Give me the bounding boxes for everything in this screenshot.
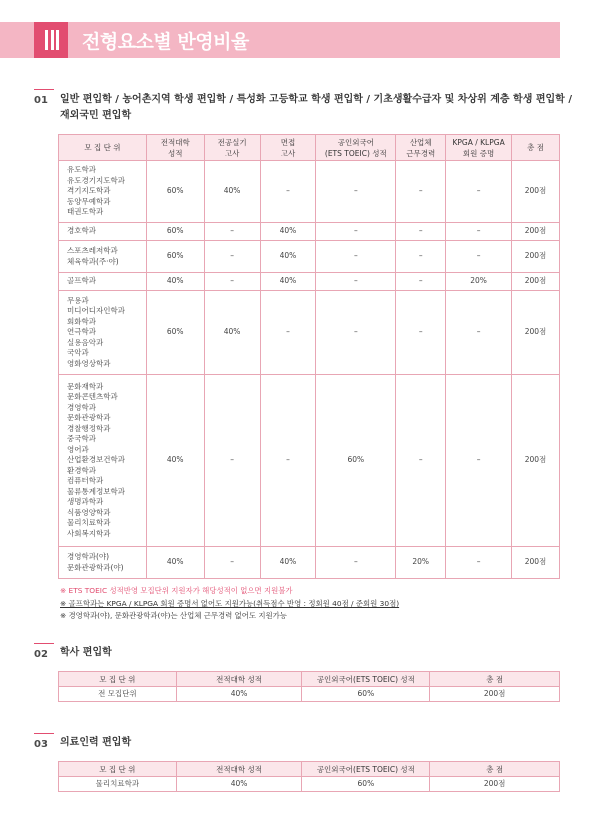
- value-cell: 40%: [204, 161, 260, 223]
- ratio-table-general: [58, 134, 560, 579]
- dept-cell: 골프학과: [59, 273, 147, 291]
- value-cell: 60%: [146, 241, 204, 273]
- value-cell: 40%: [260, 273, 316, 291]
- value-cell: 200점: [512, 375, 560, 547]
- value-cell: 200점: [430, 777, 560, 792]
- value-cell: –: [316, 291, 396, 375]
- value-cell: –: [316, 161, 396, 223]
- value-cell: 40%: [176, 777, 302, 792]
- table-header-row: [59, 135, 560, 161]
- header-cell: 전적대학 성적: [146, 135, 204, 161]
- header-cell: 공인외국어(ETS TOEIC) 성적: [302, 672, 430, 687]
- value-cell: 40%: [260, 223, 316, 241]
- header-cell: 모 집 단 위: [59, 762, 177, 777]
- page-title: 전형요소별 반영비율: [82, 31, 249, 53]
- table-row: [59, 241, 560, 273]
- value-cell: 200점: [512, 547, 560, 579]
- table-row: [59, 777, 560, 792]
- section-title: 의료인력 편입학: [60, 737, 132, 748]
- dept-cell: 경호학과: [59, 223, 147, 241]
- value-cell: –: [446, 291, 512, 375]
- value-cell: –: [316, 273, 396, 291]
- note-line: ※ 골프학과는 KPGA / KLPGA 회원 증명서 없어도 지원가능(취득점수 반영 : 정회원 40점 / 준회원 30점): [60, 598, 400, 608]
- header-cell: 총 점: [430, 672, 560, 687]
- value-cell: 60%: [302, 777, 430, 792]
- header-cell: 면접 고사: [260, 135, 316, 161]
- value-cell: 40%: [260, 547, 316, 579]
- header-cell: 모 집 단 위: [59, 135, 147, 161]
- value-cell: 60%: [146, 291, 204, 375]
- header-cell: 공인외국어(ETS TOEIC) 성적: [302, 762, 430, 777]
- value-cell: 40%: [146, 375, 204, 547]
- value-cell: –: [446, 375, 512, 547]
- header-cell: 총 점: [430, 762, 560, 777]
- value-cell: –: [396, 273, 446, 291]
- value-cell: –: [260, 291, 316, 375]
- value-cell: –: [446, 223, 512, 241]
- header-cell: 공인외국어 (ETS TOEIC) 성적: [316, 135, 396, 161]
- value-cell: –: [446, 161, 512, 223]
- table-header-row: [59, 672, 560, 687]
- header-cell: 산업체 근무경력: [396, 135, 446, 161]
- value-cell: 200점: [512, 241, 560, 273]
- value-cell: 20%: [446, 273, 512, 291]
- value-cell: –: [396, 375, 446, 547]
- ratio-table-bachelor: [58, 671, 560, 702]
- dept-cell: 문화재학과 문화콘텐츠학과 경영학과 문화관광학과 경찰행정학과 중국학과 영어과 산업환경보건학과 환경학과 컴퓨터학과 물류통계정보학과 생명과학과 식품영양학과 물리치료학과 사회복지학과: [59, 375, 147, 547]
- table-row: [59, 687, 560, 702]
- value-cell: –: [204, 375, 260, 547]
- dept-cell: 물리치료학과: [59, 777, 177, 792]
- table-row: [59, 291, 560, 375]
- header-cell: 총 점: [512, 135, 560, 161]
- ratio-table-medical: [58, 761, 560, 792]
- section-marker-icon: [45, 30, 59, 50]
- section-title: [60, 92, 572, 124]
- value-cell: 60%: [302, 687, 430, 702]
- table-row: [59, 547, 560, 579]
- value-cell: –: [204, 241, 260, 273]
- value-cell: 200점: [512, 223, 560, 241]
- value-cell: –: [316, 223, 396, 241]
- value-cell: 40%: [176, 687, 302, 702]
- section-divider: [34, 733, 54, 734]
- section-title: 학사 편입학: [60, 647, 112, 658]
- value-cell: 60%: [316, 375, 396, 547]
- section-number: 02: [34, 649, 48, 660]
- table-row: [59, 161, 560, 223]
- value-cell: 60%: [146, 161, 204, 223]
- value-cell: –: [396, 161, 446, 223]
- value-cell: 200점: [512, 273, 560, 291]
- header-cell: 전적대학 성적: [176, 762, 302, 777]
- value-cell: 40%: [204, 291, 260, 375]
- value-cell: 40%: [260, 241, 316, 273]
- value-cell: –: [446, 241, 512, 273]
- table-header-row: [59, 762, 560, 777]
- value-cell: –: [396, 223, 446, 241]
- value-cell: 200점: [430, 687, 560, 702]
- section-divider: [34, 643, 54, 644]
- value-cell: –: [204, 273, 260, 291]
- header-cell: 전적대학 성적: [176, 672, 302, 687]
- dept-cell: 경영학과(야) 문화관광학과(야): [59, 547, 147, 579]
- section-divider: [34, 89, 54, 90]
- table-row: [59, 223, 560, 241]
- dept-cell: 유도학과 유도경기지도학과 격기지도학과 동양무예학과 태권도학과: [59, 161, 147, 223]
- header-cell: 전공실기 고사: [204, 135, 260, 161]
- dept-cell: 전 모집단위: [59, 687, 177, 702]
- value-cell: 60%: [146, 223, 204, 241]
- value-cell: –: [396, 291, 446, 375]
- header-cell: KPGA / KLPGA 회원 증명: [446, 135, 512, 161]
- value-cell: 40%: [146, 547, 204, 579]
- value-cell: –: [446, 547, 512, 579]
- value-cell: –: [316, 241, 396, 273]
- dept-cell: 스포츠레저학과 체육학과(주·야): [59, 241, 147, 273]
- value-cell: 20%: [396, 547, 446, 579]
- value-cell: 40%: [146, 273, 204, 291]
- section-number: 01: [34, 95, 48, 106]
- section-title-line: 재외국민 편입학: [60, 110, 132, 121]
- table-row: [59, 375, 560, 547]
- value-cell: –: [396, 241, 446, 273]
- section-number: 03: [34, 739, 48, 750]
- note-line: ※ ETS TOEIC 성적반영 모집단위 지원자가 해당성적이 없으면 지원불가: [60, 586, 293, 595]
- table-row: [59, 273, 560, 291]
- value-cell: 200점: [512, 291, 560, 375]
- value-cell: –: [204, 547, 260, 579]
- value-cell: –: [316, 547, 396, 579]
- note-line: ※ 경영학과(야), 문화관광학과(야)는 산업체 근무경력 없어도 지원가능: [60, 611, 287, 620]
- section-title-line: 일반 편입학 / 농어촌지역 학생 편입학 / 특성화 고등학교 학생 편입학 / 기초생활수급자 및 차상위 계층 학생 편입학 /: [60, 94, 572, 105]
- dept-cell: 무용과 미디어디자인학과 회화학과 연극학과 실용음악과 국악과 영화영상학과: [59, 291, 147, 375]
- value-cell: –: [260, 375, 316, 547]
- value-cell: 200점: [512, 161, 560, 223]
- header-cell: 모 집 단 위: [59, 672, 177, 687]
- value-cell: –: [260, 161, 316, 223]
- notes: [60, 585, 399, 623]
- value-cell: –: [204, 223, 260, 241]
